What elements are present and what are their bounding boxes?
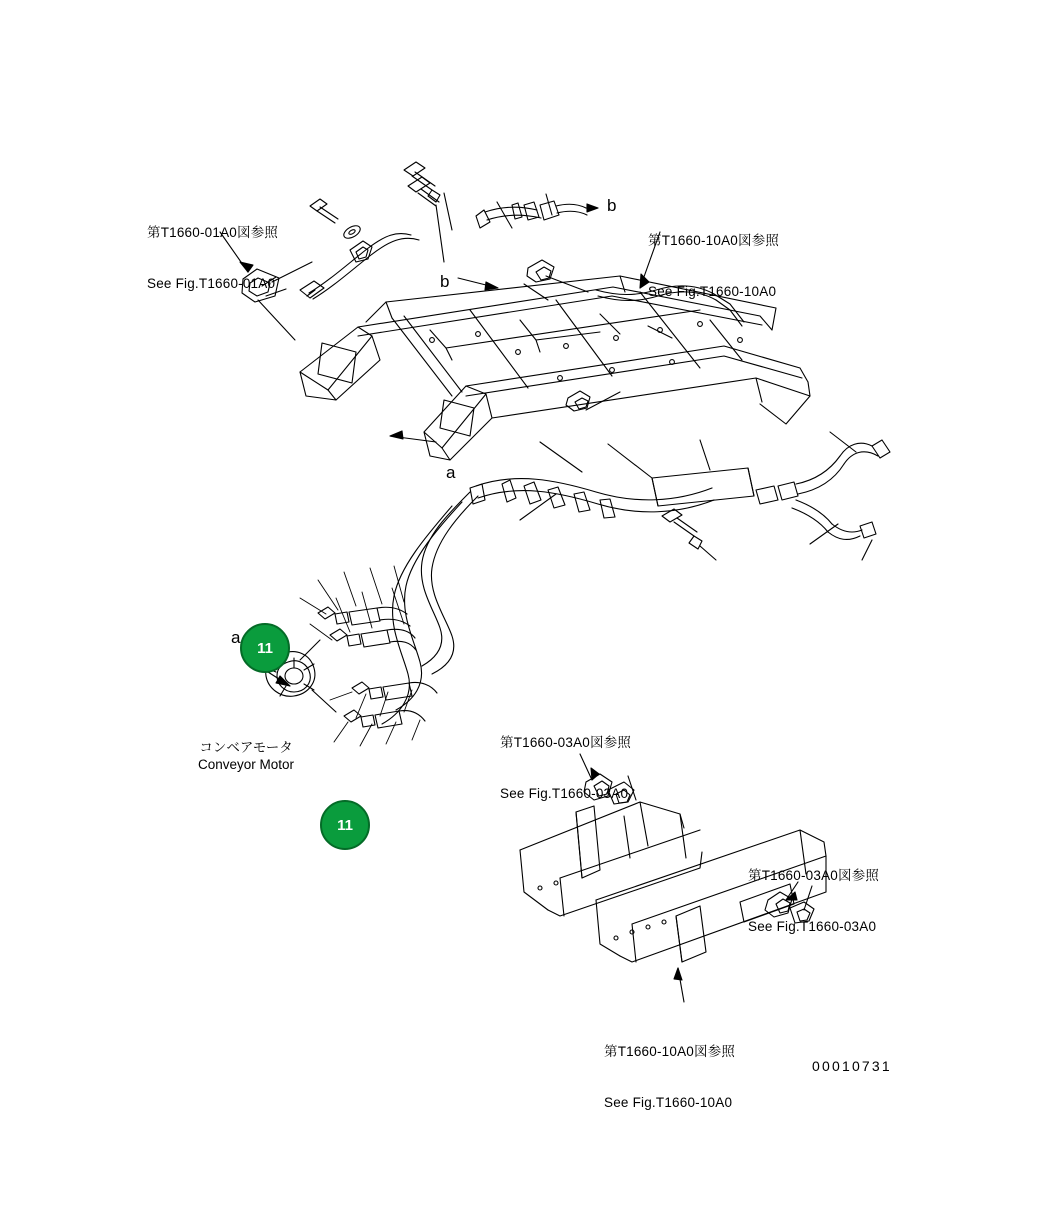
leader-harness-1 — [520, 494, 556, 520]
motor-hoses — [382, 492, 478, 724]
annotation-ref-03a0-right — [748, 833, 879, 969]
leader-fitting-b — [546, 194, 552, 215]
section-marker-b-top: b — [607, 196, 617, 215]
annotation-line-jp: 第T1660-10A0図参照 — [604, 1044, 736, 1059]
hose-section-b — [476, 201, 587, 228]
bolt-harness — [662, 509, 702, 549]
callout-11-upper[interactable]: 11 — [240, 623, 290, 673]
annotation-ref-01a0 — [147, 190, 278, 326]
annotation-ref-10a0-bottom — [604, 1009, 735, 1145]
leader-harness-5 — [830, 432, 856, 452]
clamp-frame-mid — [527, 260, 554, 282]
annotation-line-jp: 第T1660-10A0図参照 — [648, 233, 780, 248]
bolt-top-middle — [404, 162, 440, 206]
annotation-line-en: See Fig.T1660-03A0 — [500, 786, 629, 801]
main-hose-harness — [470, 440, 890, 539]
conveyor-motor-label — [183, 722, 294, 790]
leader-motor-2 — [312, 690, 336, 712]
annotation-line-jp: 第T1660-03A0図参照 — [500, 735, 632, 750]
annotation-line-en: See Fig.T1660-10A0 — [648, 284, 777, 299]
leader-bolt-top — [436, 205, 444, 262]
section-marker-a-left: a — [446, 463, 456, 482]
annotation-ref-10a0-top — [648, 198, 779, 334]
annotation-line-en: See Fig.T1660-03A0 — [748, 919, 877, 934]
section-marker-a-callout: a — [231, 628, 241, 647]
leader-harness-3 — [700, 440, 710, 470]
arrow-b-mid — [458, 278, 498, 290]
annotation-ref-03a0-mid — [500, 700, 631, 836]
arrow-b-top — [586, 204, 598, 212]
callout-11-lower[interactable]: 11 — [320, 800, 370, 850]
leader-harness-2 — [608, 444, 652, 478]
annotation-line-jp: 第T1660-03A0図参照 — [748, 868, 880, 883]
clamp-frame-lower — [566, 391, 590, 411]
annotation-line-en: See Fig.T1660-01A0 — [147, 276, 276, 291]
motor-fitting-cluster — [318, 607, 437, 728]
leader-clamp-frame-lower — [586, 392, 620, 410]
annotation-line-en: See Fig.T1660-10A0 — [604, 1095, 733, 1110]
leader-motor-1 — [300, 640, 320, 660]
leader-harness-4 — [540, 442, 582, 472]
arrow-motor — [268, 672, 290, 686]
leader-harness-7 — [862, 540, 872, 560]
motor-label-jp: コンベアモータ — [199, 740, 293, 755]
leader-bolt-top2 — [444, 193, 452, 230]
drawing-number: 00010731 — [812, 1058, 892, 1074]
section-marker-b-mid: b — [440, 272, 450, 291]
leader-bolt-harness — [700, 546, 716, 560]
annotation-line-jp: 第T1660-01A0図参照 — [147, 225, 279, 240]
leader-clamp-frame2 — [524, 284, 548, 300]
motor-label-en: Conveyor Motor — [198, 757, 295, 772]
